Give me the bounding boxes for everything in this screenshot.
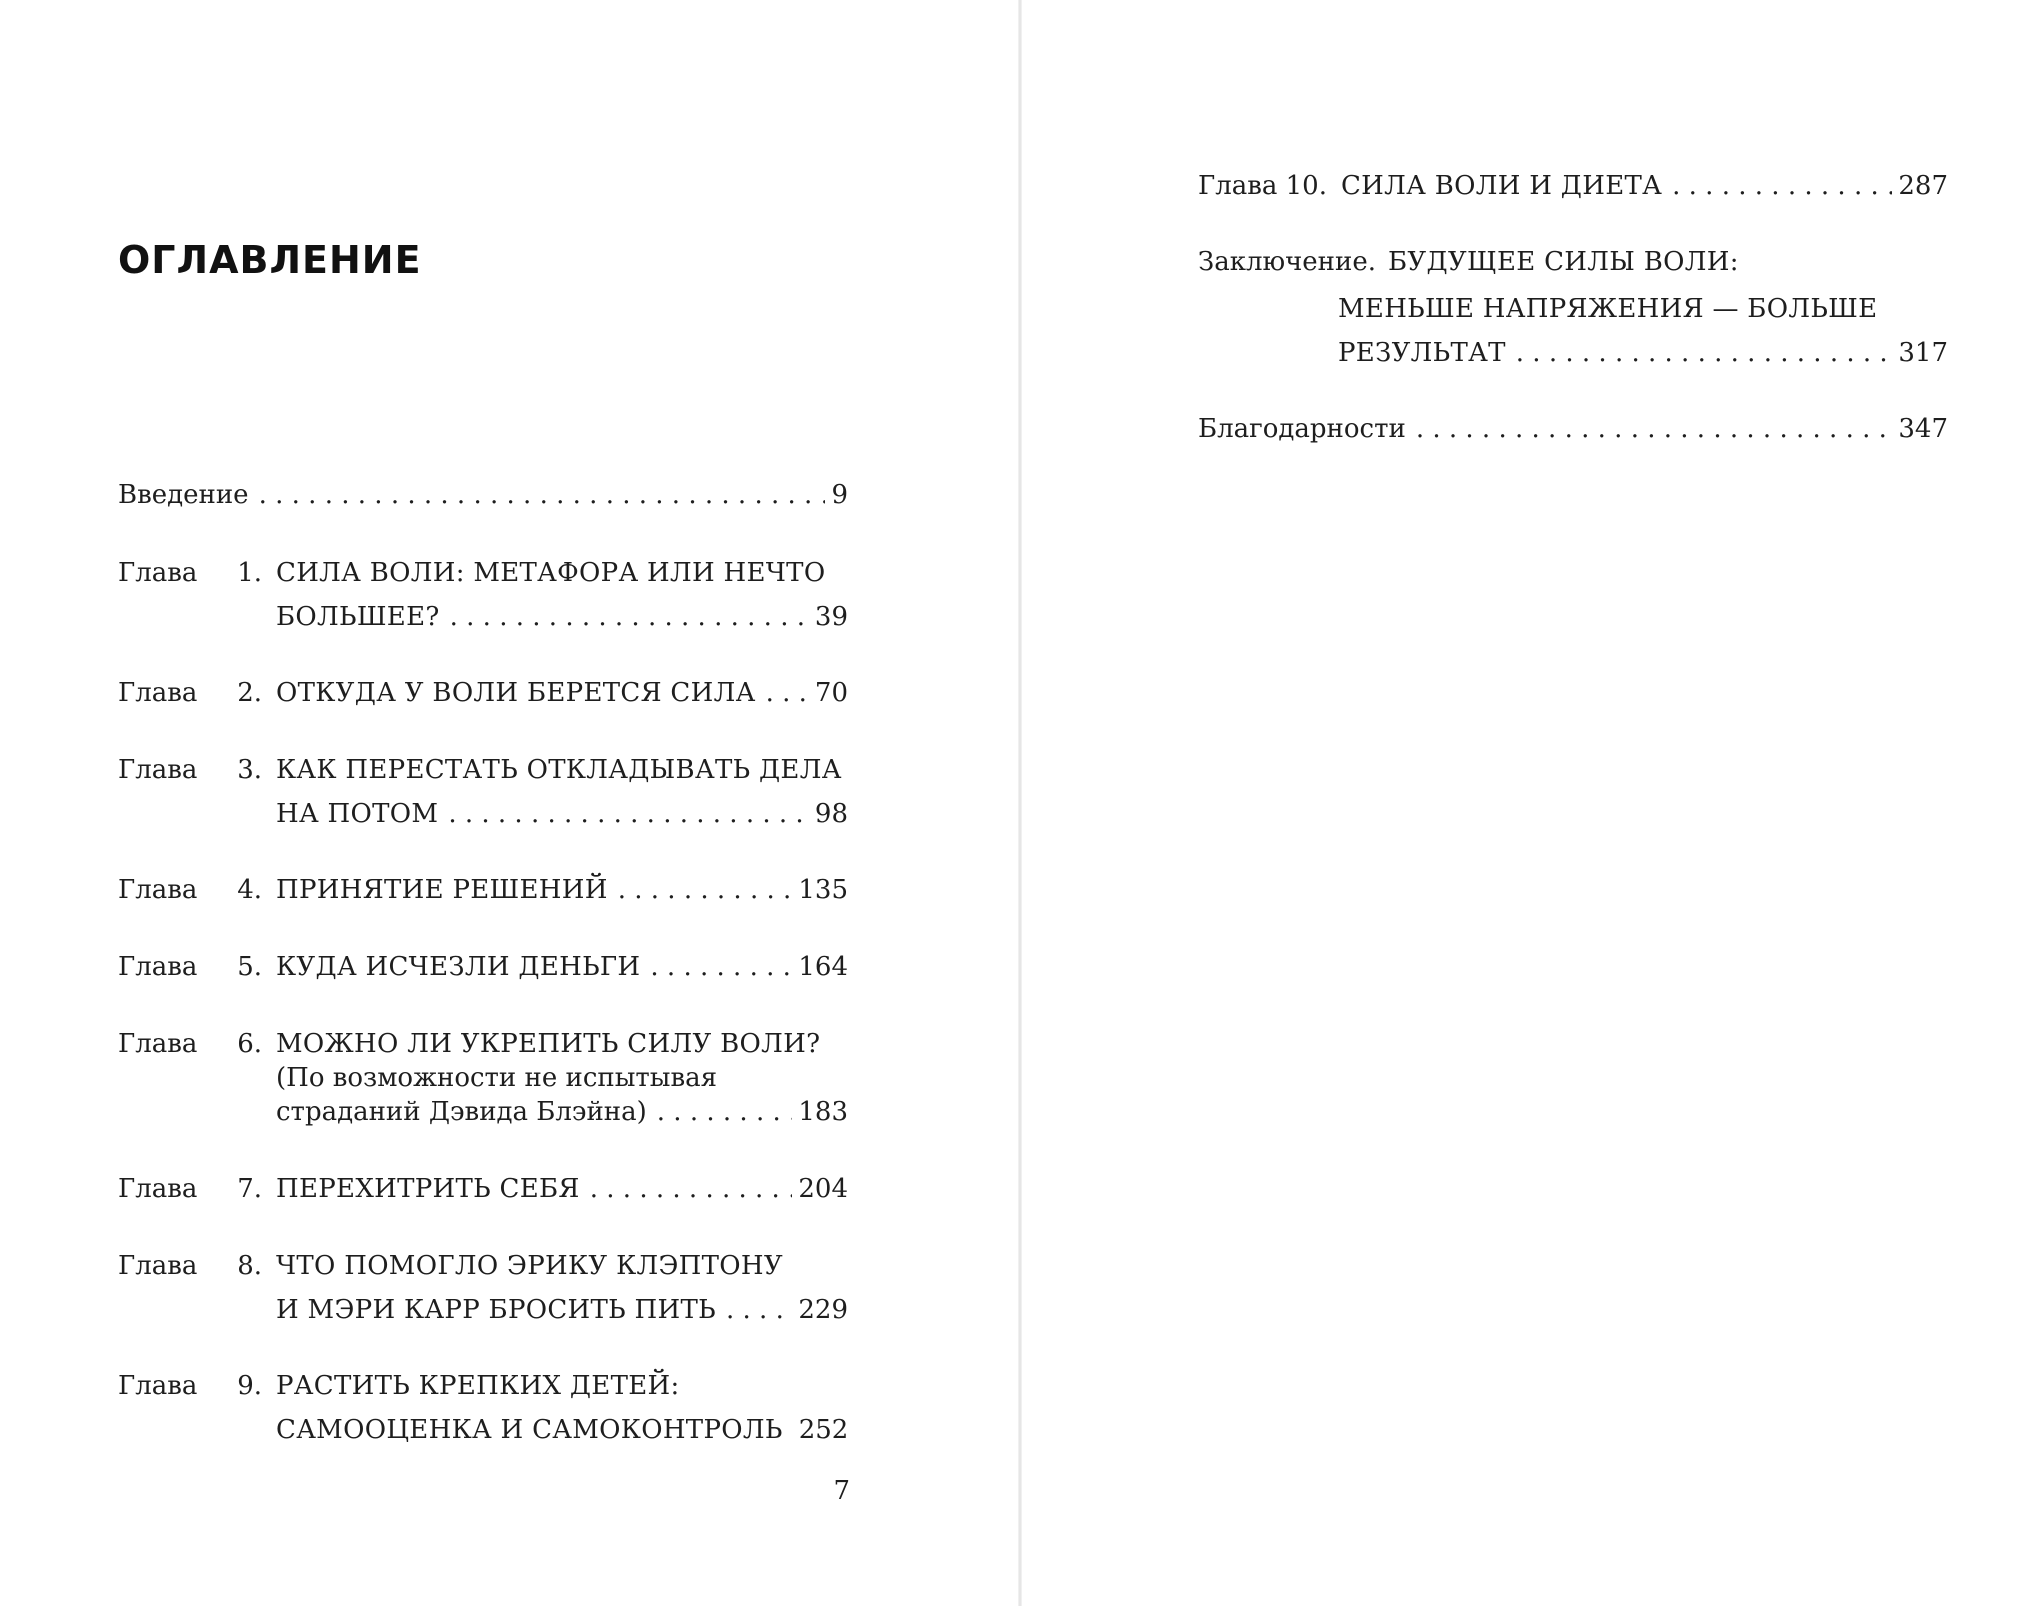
- toc-page-number: 287: [1898, 171, 1948, 201]
- dot-leader: [450, 600, 809, 634]
- dot-leader: [259, 478, 826, 512]
- toc-page-number: 183: [798, 1097, 848, 1127]
- conclusion-title-line: БУДУЩЕЕ СИЛЫ ВОЛИ:: [1388, 247, 1739, 277]
- chapter-title-line: БОЛЬШЕЕ?: [276, 602, 440, 632]
- chapter-number: 7.: [237, 1174, 262, 1204]
- chapter-number: 3.: [237, 755, 262, 785]
- chapter-label: Глава: [118, 952, 198, 982]
- toc-entry-chapter-9[interactable]: [118, 1369, 680, 1403]
- toc-page-number: 347: [1898, 414, 1948, 444]
- toc-entry-chapter-1[interactable]: [118, 556, 825, 590]
- toc-entry-chapter-7[interactable]: [118, 1172, 848, 1206]
- chapter-subtitle-line: страданий Дэвида Блэйна): [276, 1097, 647, 1127]
- toc-entry-chapter-3-cont[interactable]: [276, 797, 848, 831]
- chapter-title-line: НА ПОТОМ: [276, 799, 439, 829]
- toc-page-number: 135: [798, 875, 848, 905]
- chapter-number: 6.: [237, 1029, 262, 1059]
- toc-entry-chapter-6[interactable]: [118, 1027, 820, 1061]
- chapter-title-line: СИЛА ВОЛИ И ДИЕТА: [1340, 171, 1663, 201]
- chapter-title-line: ОТКУДА У ВОЛИ БЕРЕТСЯ СИЛА: [276, 678, 756, 708]
- chapter-title-line: ЧТО ПОМОГЛО ЭРИКУ КЛЭПТОНУ: [276, 1251, 783, 1281]
- toc-entry-chapter-6-subtitle[interactable]: [276, 1061, 717, 1095]
- chapter-label: Глава 10.: [1198, 171, 1327, 201]
- chapter-label: Глава: [118, 875, 198, 905]
- toc-entry-conclusion[interactable]: [1198, 245, 1739, 279]
- chapter-title-line: САМООЦЕНКА И САМОКОНТРОЛЬ: [276, 1415, 783, 1445]
- left-page: [0, 0, 1018, 1606]
- toc-entry-chapter-10[interactable]: [1198, 169, 1948, 203]
- toc-entry-label: Введение: [118, 480, 249, 510]
- chapter-label: Глава: [118, 1251, 198, 1281]
- toc-entry-chapter-2[interactable]: [118, 676, 848, 710]
- chapter-label: Глава: [118, 1174, 198, 1204]
- dot-leader: [650, 950, 792, 984]
- chapter-number: 9.: [237, 1371, 262, 1401]
- chapter-title-line: ПЕРЕХИТРИТЬ СЕБЯ: [276, 1174, 580, 1204]
- chapter-number: 5.: [237, 952, 262, 982]
- chapter-number: 2.: [237, 678, 262, 708]
- chapter-title-line: РАСТИТЬ КРЕПКИХ ДЕТЕЙ:: [276, 1371, 680, 1401]
- chapter-number: 8.: [237, 1251, 262, 1281]
- dot-leader: [1672, 169, 1892, 203]
- toc-page-number: 252: [798, 1415, 849, 1445]
- conclusion-label: Заключение.: [1198, 247, 1376, 277]
- toc-entry-intro[interactable]: [118, 478, 848, 512]
- conclusion-title-line: РЕЗУЛЬТАТ: [1338, 338, 1506, 368]
- chapter-title-line: И МЭРИ КАРР БРОСИТЬ ПИТЬ: [276, 1295, 716, 1325]
- page-number: 7: [833, 1476, 850, 1506]
- toc-entry-acknowledgments[interactable]: [1198, 412, 1948, 446]
- chapter-title-line: СИЛА ВОЛИ: МЕТАФОРА ИЛИ НЕЧТО: [276, 558, 826, 588]
- dot-leader: [766, 676, 809, 710]
- toc-entry-label: Благодарности: [1198, 414, 1406, 444]
- toc-page-number: 98: [814, 799, 848, 829]
- chapter-subtitle-line: (По возможности не испытывая: [276, 1063, 718, 1093]
- toc-page-number: 39: [814, 602, 848, 632]
- dot-leader: [448, 797, 809, 831]
- conclusion-title-line: МЕНЬШЕ НАПРЯЖЕНИЯ — БОЛЬШЕ: [1338, 294, 1878, 324]
- chapter-number: 1.: [237, 558, 262, 588]
- dot-leader: [590, 1172, 793, 1206]
- toc-entry-conclusion-line-3[interactable]: [1338, 336, 1948, 370]
- dot-leader: [726, 1293, 792, 1327]
- dot-leader: [618, 873, 793, 907]
- chapter-title-line: ПРИНЯТИЕ РЕШЕНИЙ: [276, 875, 608, 905]
- toc-entry-chapter-8[interactable]: [118, 1249, 783, 1283]
- dot-leader: [1516, 336, 1893, 370]
- toc-page-number: 9: [831, 480, 848, 510]
- chapter-label: Глава: [118, 755, 198, 785]
- chapter-label: Глава: [118, 1371, 198, 1401]
- toc-page-number: 317: [1898, 338, 1948, 368]
- dot-leader: [657, 1095, 793, 1129]
- toc-page-number: 70: [814, 678, 848, 708]
- toc-page-number: 164: [798, 952, 848, 982]
- toc-entry-conclusion-line-2[interactable]: [1338, 292, 1877, 326]
- chapter-label: Глава: [118, 558, 198, 588]
- dot-leader: [1416, 412, 1893, 446]
- chapter-title-line: КАК ПЕРЕСТАТЬ ОТКЛАДЫВАТЬ ДЕЛА: [276, 755, 842, 785]
- toc-entry-chapter-5[interactable]: [118, 950, 848, 984]
- chapter-number: 4.: [237, 875, 262, 905]
- chapter-label: Глава: [118, 678, 198, 708]
- toc-entry-chapter-4[interactable]: [118, 873, 848, 907]
- toc-entry-chapter-3[interactable]: [118, 753, 842, 787]
- right-page: [1022, 0, 2038, 1606]
- toc-page-number: 204: [798, 1174, 848, 1204]
- page-title: ОГЛАВЛЕНИЕ: [118, 238, 422, 282]
- toc-entry-chapter-8-cont[interactable]: [276, 1293, 848, 1327]
- toc-page-number: 229: [798, 1295, 848, 1325]
- chapter-title-line: МОЖНО ЛИ УКРЕПИТЬ СИЛУ ВОЛИ?: [276, 1029, 821, 1059]
- toc-entry-chapter-6-cont[interactable]: [276, 1095, 848, 1129]
- chapter-title-line: КУДА ИСЧЕЗЛИ ДЕНЬГИ: [276, 952, 641, 982]
- chapter-label: Глава: [118, 1029, 198, 1059]
- toc-entry-chapter-9-cont[interactable]: [276, 1413, 848, 1447]
- toc-entry-chapter-1-cont[interactable]: [276, 600, 848, 634]
